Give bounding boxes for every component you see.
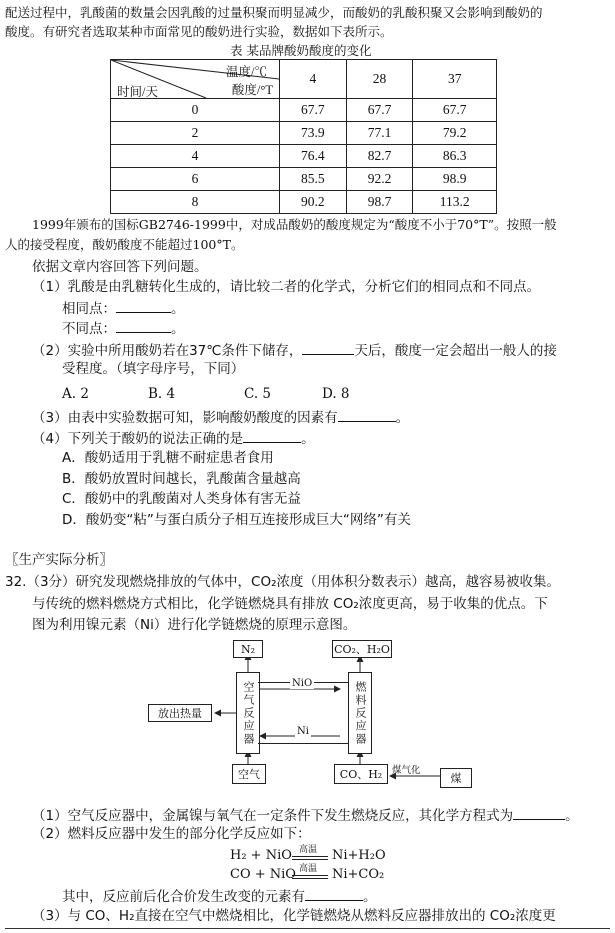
q4-option: B．酸奶放置时间越长，乳酸菌含量越高	[62, 471, 301, 487]
day-cell: 8	[111, 191, 280, 214]
value-cell: 113.2	[413, 191, 497, 214]
q32-line-2: 与传统的燃料燃烧方式相比，化学链燃烧具有排放 CO₂浓度更高，易于收集的优点。下	[32, 596, 548, 612]
value-cell: 67.7	[346, 99, 413, 122]
value-cell: 85.5	[280, 168, 347, 191]
q1-end-mark: 。	[171, 301, 185, 317]
q2-option: B. 4	[148, 386, 176, 402]
table-row	[111, 99, 497, 122]
equation-1-sign-top	[292, 856, 328, 857]
q32-line-1: 32.（3分）研究发现燃烧排放的气体中，CO₂浓度（用体积分数表示）越高，越容易被收集。	[5, 574, 561, 590]
coal-box	[440, 768, 472, 788]
header-time: 时间/天	[117, 85, 158, 99]
question-intro: 依据文章内容回答下列问题。	[32, 259, 208, 275]
ni-label: Ni	[297, 726, 309, 737]
sub1-blank[interactable]	[513, 806, 565, 820]
co-h2-label: CO、H₂	[339, 768, 383, 781]
value-cell: 98.9	[413, 168, 497, 191]
day-cell: 0	[111, 99, 280, 122]
q2-blank[interactable]	[302, 341, 354, 355]
air-reactor-label: 空气反应器	[242, 680, 255, 746]
coal-label: 煤	[450, 772, 462, 785]
equation-1-sign-bottom	[292, 859, 328, 860]
value-cell: 73.9	[280, 122, 347, 145]
q1-diff-label: 不同点：	[62, 321, 116, 337]
q4-blank[interactable]	[243, 429, 301, 443]
heat-box	[148, 704, 212, 722]
value-cell: 67.7	[413, 99, 497, 122]
table-header-row	[111, 60, 497, 99]
equation-2-condition: 高温	[299, 864, 318, 874]
value-cell: 79.2	[413, 122, 497, 145]
n2-box	[233, 640, 263, 658]
value-cell: 76.4	[280, 145, 347, 168]
q2-line-1	[32, 341, 557, 360]
value-cell: 77.1	[346, 122, 413, 145]
equation-1-right: Ni+H₂O	[332, 848, 386, 863]
q4-pre: （4）下列关于酸奶的说法正确的是	[32, 431, 244, 447]
value-cell: 92.2	[346, 168, 413, 191]
air-box	[232, 764, 266, 784]
equation-2-sign-bottom	[292, 878, 328, 879]
temp-header: 28	[346, 60, 413, 99]
q2-line-2: 受程度。（填字母序号，下同）	[62, 361, 245, 377]
q4-line	[32, 429, 315, 448]
gasification-label: 煤气化	[392, 765, 421, 776]
co2-h2o-box	[332, 640, 392, 658]
co-h2-box	[334, 764, 388, 784]
sub2-note-line	[62, 887, 377, 906]
air-label: 空气	[238, 768, 260, 781]
value-cell: 67.7	[280, 99, 347, 122]
equation-2-right: Ni+CO₂	[332, 867, 385, 882]
sub2-text: （2）燃料反应器中发生的部分化学反应如下：	[32, 826, 311, 842]
diagonal-header-cell	[111, 60, 280, 99]
table-row	[111, 145, 497, 168]
q1-same-blank[interactable]	[116, 299, 171, 313]
intro-line-1: 配送过程中，乳酸菌的数量会因乳酸的过量积聚而明显减少，而酸奶的乳酸积聚又会影响到酸奶的	[5, 5, 543, 20]
acidity-table	[110, 59, 497, 214]
n2-label: N₂	[240, 642, 256, 656]
q2-pre: （2）实验中所用酸奶若在37℃条件下储存，	[32, 343, 303, 359]
table-row	[111, 122, 497, 145]
q2-post: 天后，酸度一定会超出一般人的接	[354, 343, 557, 359]
header-acid: 酸度/°T	[231, 83, 273, 97]
sub1-text: （1）空气反应器中，金属镍与氧气在一定条件下发生燃烧反应，其化学方程式为	[32, 808, 514, 824]
nio-label: NiO	[292, 678, 313, 689]
equation-2-sign-top	[292, 875, 328, 876]
sub2-end: 。	[363, 889, 377, 905]
q1-same-label: 相同点：	[62, 301, 116, 317]
q1-diff-blank[interactable]	[116, 319, 171, 333]
fuel-reactor-label: 燃料反应器	[354, 680, 367, 746]
q1-same-line	[62, 299, 185, 318]
header-temp: 温度/℃	[226, 65, 267, 79]
intro-line-2: 酸度。有研究者选取某种市面常见的酸奶进行实验，数据如下表所示。	[5, 24, 393, 39]
temp-header: 37	[413, 60, 497, 99]
table-row	[111, 191, 497, 214]
table-caption: 表 某品牌酸奶酸度的变化	[230, 43, 372, 58]
q2-option: C. 5	[244, 386, 272, 402]
value-cell: 90.2	[280, 191, 347, 214]
q1-diff-line	[62, 319, 185, 338]
value-cell: 86.3	[413, 145, 497, 168]
sub1-end: 。	[565, 808, 579, 824]
q1-text: （1）乳酸是由乳糖转化生成的，请比较二者的化学式，分析它们的相同点和不同点。	[32, 279, 541, 295]
q3-blank[interactable]	[338, 408, 396, 422]
temp-header: 4	[280, 60, 347, 99]
q4-option: D．酸奶变“粘”与蛋白质分子相互连接形成巨大“网络”有关	[62, 512, 411, 528]
sub2-note: 其中，反应前后化合价发生改变的元素有	[62, 889, 305, 905]
q3-line	[32, 408, 409, 427]
bottom-divider	[5, 928, 610, 929]
q1-end-mark: 。	[171, 321, 185, 337]
fuel-reactor	[348, 672, 372, 754]
equation-2-left: CO + NiO	[230, 867, 296, 882]
q32-line-3: 图为利用镍元素（Ni）进行化学链燃烧的原理示意图。	[32, 617, 357, 633]
standard-line-2: 人的接受程度，酸奶酸度不能超过100°T。	[5, 237, 244, 252]
value-cell: 98.7	[346, 191, 413, 214]
sub1-line	[32, 806, 579, 825]
day-cell: 4	[111, 145, 280, 168]
sub3-text: （3）与 CO、H₂直接在空气中燃烧相比，化学链燃烧从燃料反应器排放出的 CO₂浓度更	[32, 908, 556, 924]
q4-option: A．酸奶适用于乳糖不耐症患者食用	[62, 450, 274, 466]
air-reactor	[236, 672, 260, 754]
q2-option: D. 8	[322, 386, 350, 402]
q4-end: 。	[301, 431, 315, 447]
section-heading: 〖生产实际分析〗	[5, 552, 113, 568]
day-cell: 2	[111, 122, 280, 145]
q2-option: A. 2	[62, 386, 89, 402]
table-row	[111, 168, 497, 191]
standard-line-1: 1999年颁布的国标GB2746-1999中，对成品酸奶的酸度规定为“酸度不小于70°T”。按照一般	[32, 217, 557, 232]
equation-1-left: H₂ + NiO	[230, 848, 292, 863]
chemical-looping-diagram	[140, 636, 480, 791]
day-cell: 6	[111, 168, 280, 191]
value-cell: 82.7	[346, 145, 413, 168]
heat-label: 放出热量	[158, 707, 202, 720]
co2-h2o-label: CO₂、H₂O	[334, 643, 390, 656]
q3-pre: （3）由表中实验数据可知，影响酸奶酸度的因素有	[32, 410, 338, 426]
q3-end: 。	[395, 410, 410, 426]
equation-1-condition: 高温	[299, 845, 318, 855]
q4-option: C．酸奶中的乳酸菌对人类身体有害无益	[62, 491, 301, 507]
sub2-blank[interactable]	[305, 887, 363, 901]
